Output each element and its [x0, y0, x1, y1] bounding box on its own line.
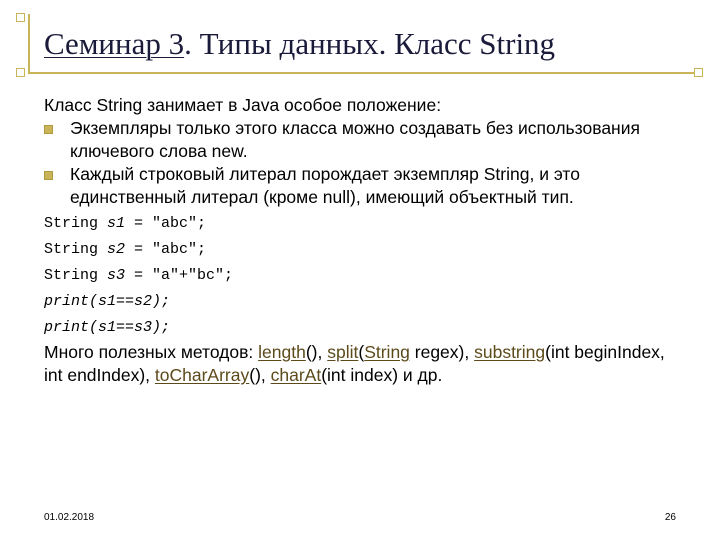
methods-text: ( — [358, 342, 365, 362]
bullet-list — [44, 117, 684, 209]
methods-text: regex), — [409, 342, 475, 362]
code-function: print — [44, 319, 90, 336]
code-line — [44, 263, 684, 289]
intro-text: Класс String занимает в Java особое положение: — [44, 95, 442, 115]
page-number: 26 — [664, 512, 676, 523]
code-args: (s1==s2); — [89, 293, 171, 310]
code-var: s1 — [107, 215, 126, 232]
bullet-item — [44, 163, 684, 209]
tochararray-link[interactable]: toCharArray — [154, 365, 250, 385]
frame-vertical-line — [28, 14, 30, 72]
title-seminar: Семинар 3 — [44, 26, 185, 61]
code-var: s3 — [107, 267, 126, 284]
slide-body — [44, 94, 684, 387]
code-type: String — [44, 241, 108, 258]
methods-text: (int index) и др. — [321, 365, 443, 385]
frame-corner-square — [16, 13, 25, 22]
substring-link[interactable]: substring — [474, 342, 546, 362]
code-line — [44, 211, 684, 237]
footer-date: 01.02.2018 — [44, 512, 95, 523]
length-link[interactable]: length — [258, 342, 306, 362]
methods-text: (), — [305, 342, 328, 362]
methods-paragraph — [44, 341, 684, 387]
code-value: = "a"+"bc"; — [125, 267, 234, 284]
code-line — [44, 315, 684, 341]
code-function: print — [44, 293, 90, 310]
title-rest: . Типы данных. Класс String — [184, 26, 556, 61]
code-type: String — [44, 267, 108, 284]
slide-title — [44, 26, 555, 62]
code-args: (s1==s3); — [89, 319, 171, 336]
code-var: s2 — [107, 241, 126, 258]
code-value: = "abc"; — [125, 241, 207, 258]
code-line — [44, 237, 684, 263]
frame-horizontal-line — [28, 72, 698, 74]
square-bullet-icon — [44, 125, 53, 134]
split-link[interactable]: split — [327, 342, 359, 362]
bullet-text: Каждый строковый литерал порождает экземпляр String, и это единственный литерал (кроме null), имеющий объектный тип. — [70, 164, 580, 207]
string-link[interactable]: String — [364, 342, 410, 362]
code-value: = "abc"; — [125, 215, 207, 232]
charat-link[interactable]: charAt — [270, 365, 322, 385]
bullet-text: Экземпляры только этого класса можно создавать без использования ключевого слова new. — [70, 118, 640, 161]
methods-text: (int beginIndex, int endIndex), — [44, 342, 665, 385]
code-block — [44, 211, 684, 341]
frame-corner-square — [16, 68, 25, 77]
square-bullet-icon — [44, 171, 53, 180]
code-type: String — [44, 215, 108, 232]
frame-corner-square — [694, 68, 703, 77]
methods-intro: Много полезных методов: — [44, 342, 259, 362]
bullet-item — [44, 117, 684, 163]
methods-text: (), — [249, 365, 271, 385]
code-line — [44, 289, 684, 315]
